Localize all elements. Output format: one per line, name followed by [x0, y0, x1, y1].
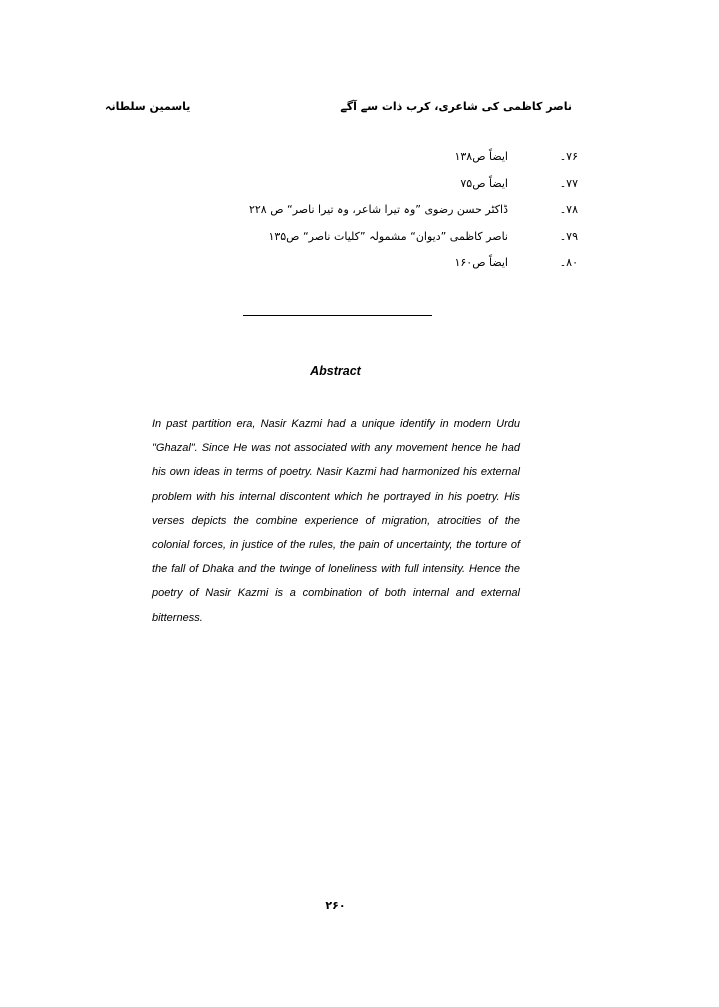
section-divider	[243, 315, 432, 316]
author-name: یاسمین سلطانہ	[105, 100, 191, 113]
reference-item	[310, 256, 578, 283]
abstract-line: Kazmi is a combination of both internal and external bitterness.	[152, 587, 520, 624]
reference-text: ایضاً ص۱۳۸	[454, 150, 508, 163]
reference-text: ایضاً ص۱۶۰	[454, 256, 508, 269]
reference-text: ایضاً ص۷۵	[460, 176, 508, 190]
abstract-line: hence he had his own ideas in terms of poetry. Nasir Kazmi had	[152, 442, 521, 479]
reference-number: ۷۶۔	[559, 150, 578, 163]
abstract-line: Urdu "Ghazal". Since He was not associated with any movement	[152, 418, 520, 455]
article-title: ناصر کاظمی کی شاعری، کرب ذات سے آگے	[340, 100, 572, 113]
reference-number: ۷۷۔	[559, 176, 578, 190]
reference-number: ۸۰۔	[559, 256, 578, 269]
reference-number: ۷۹۔	[559, 229, 578, 243]
reference-text: ناصر کاظمی ”دیوان“ مشمولہ ”کلیات ناصر“ ص۱۳۵	[268, 229, 508, 243]
reference-item	[268, 229, 578, 257]
abstract-line: In past partition era, Nasir Kazmi had a unique identify in modern	[152, 418, 492, 430]
abstract-line: the twinge of loneliness with full intensity. Hence the poetry of Nasir	[152, 563, 521, 600]
abstract-line: experience of migration, atrocities of the colonial forces, in justice of	[152, 514, 521, 552]
reference-number: ۷۸۔	[559, 203, 578, 216]
abstract-paragraph	[152, 412, 520, 630]
abstract-line: he portrayed in his poetry. His verses depicts the combine	[152, 490, 520, 527]
reference-item	[310, 150, 578, 177]
references-list	[248, 150, 578, 283]
abstract-heading: Abstract	[310, 364, 361, 378]
page-number: ۲۶۰	[325, 899, 346, 912]
abstract-line: harmonized his external problem with his internal discontent which	[152, 466, 520, 503]
reference-item	[310, 177, 578, 204]
reference-item	[248, 203, 578, 230]
abstract-line: the rules, the pain of uncertainty, the torture of the fall of Dhaka and	[152, 539, 521, 576]
reference-text: ڈاکٹر حسن رضوی ”وہ تیرا شاعر، وہ تیرا ناصر“ ص ۲۲۸	[248, 203, 508, 216]
